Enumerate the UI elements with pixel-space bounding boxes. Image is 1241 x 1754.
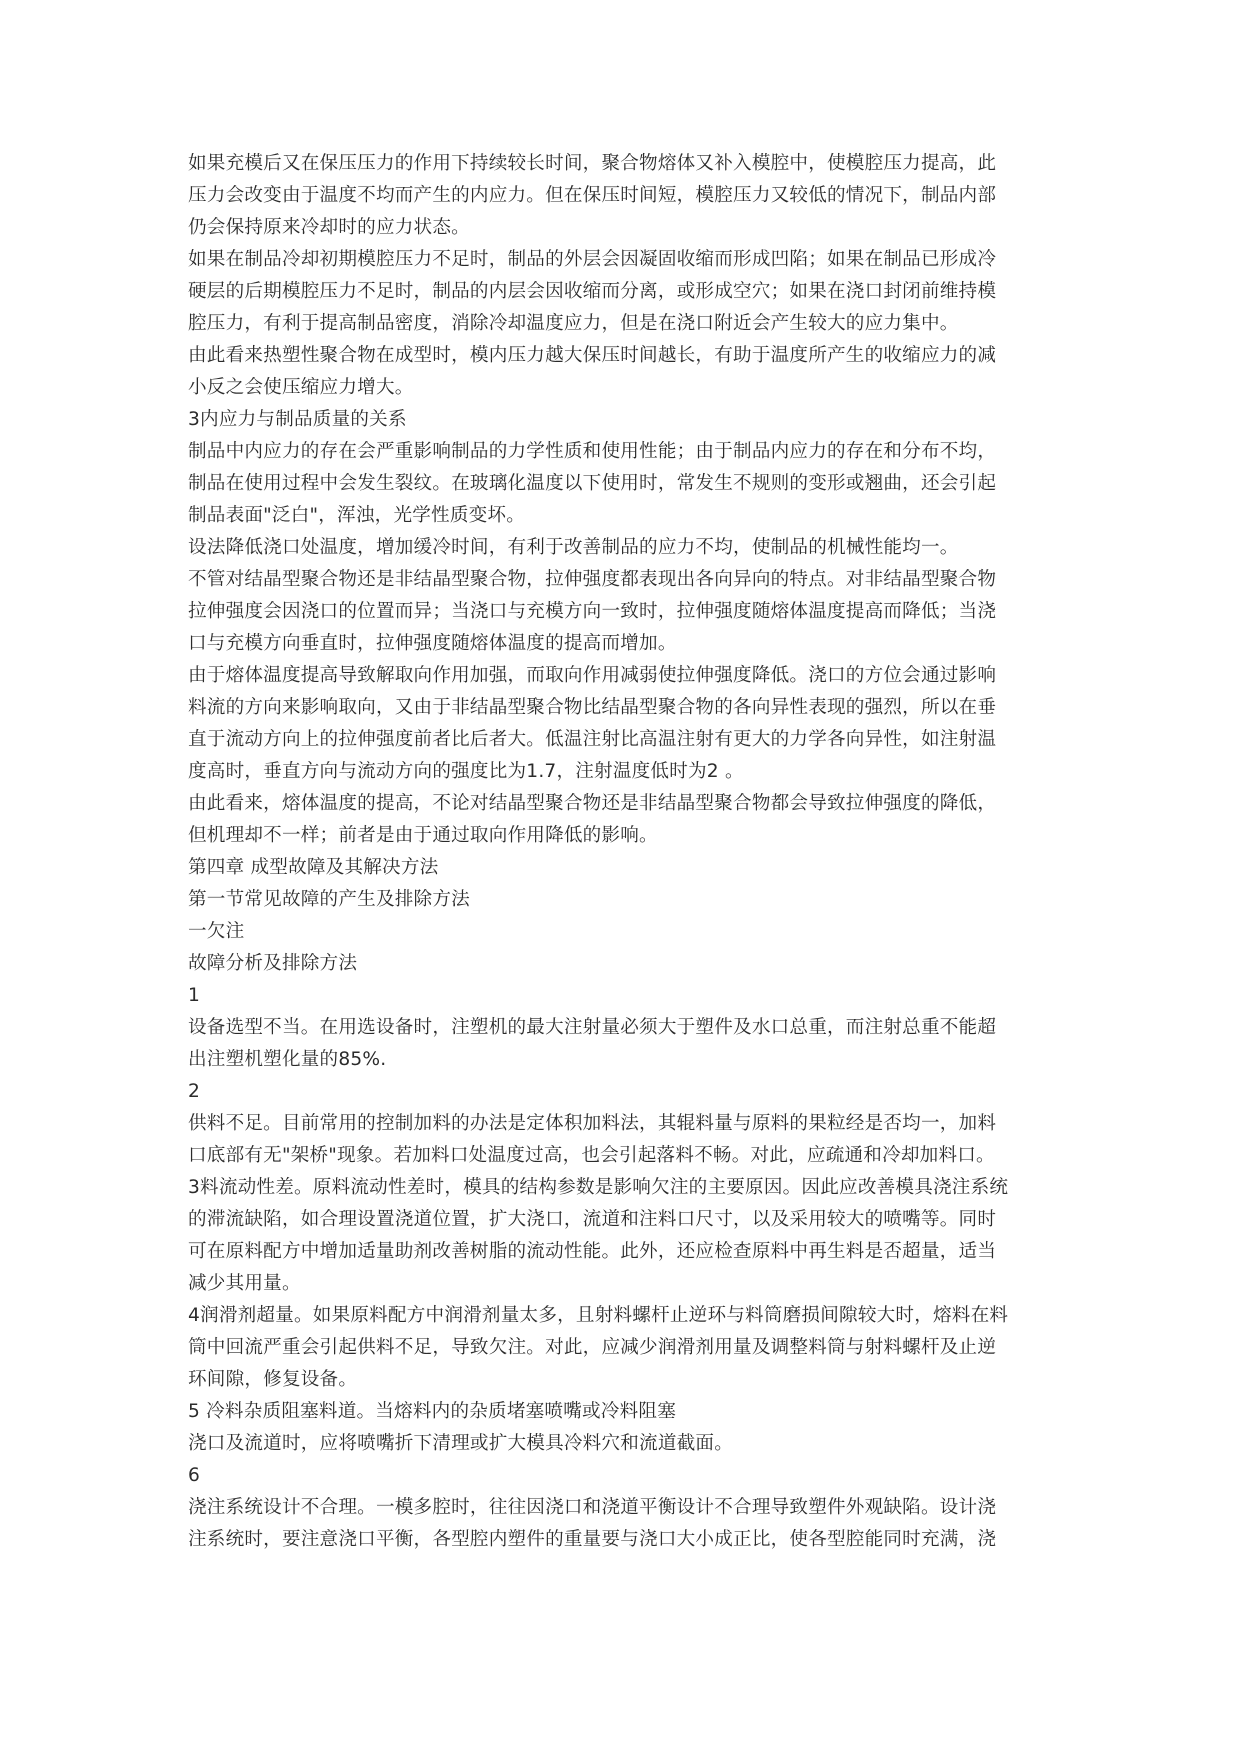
text-line: 如果充模后又在保压压力的作用下持续较长时间，聚合物熔体又补入模腔中，使模腔压力提高，此 (188, 153, 997, 174)
text-line: 如果在制品冷却初期模腔压力不足时，制品的外层会因凝固收缩而形成凹陷；如果在制品已形成冷 (188, 249, 997, 270)
text-line: 硬层的后期模腔压力不足时，制品的内层会因收缩而分离，或形成空穴；如果在浇口封闭前维持模 (188, 281, 997, 302)
text-line: 腔压力，有利于提高制品密度，消除冷却温度应力，但是在浇口附近会产生较大的应力集中。 (188, 313, 959, 334)
text-line: 制品表面"泛白"，浑浊，光学性质变坏。 (188, 505, 525, 526)
text-line: 浇注系统设计不合理。一模多腔时，往往因浇口和浇道平衡设计不合理导致塑件外观缺陷。设计浇 (188, 1497, 997, 1518)
text-line: 第四章 成型故障及其解决方法 (188, 857, 439, 878)
text-line: 制品在使用过程中会发生裂纹。在玻璃化温度以下使用时，常发生不规则的变形或翘曲，还会引起 (188, 473, 997, 494)
text-line: 料流的方向来影响取向，又由于非结晶型聚合物比结晶型聚合物的各向异性表现的强烈，所以在垂 (188, 697, 997, 718)
text-line: 故障分析及排除方法 (188, 953, 358, 974)
text-line: 口与充模方向垂直时，拉伸强度随熔体温度的提高而增加。 (188, 633, 677, 654)
text-line: 减少其用量。 (188, 1273, 301, 1294)
text-line: 可在原料配方中增加适量助剂改善树脂的流动性能。此外，还应检查原料中再生料是否超量，适当 (188, 1241, 997, 1262)
text-line: 1 (188, 985, 201, 1006)
text-line: 2 (188, 1081, 201, 1102)
text-line: 第一节常见故障的产生及排除方法 (188, 889, 470, 910)
text-line: 一欠注 (188, 921, 245, 942)
text-line: 小反之会使压缩应力增大。 (188, 377, 414, 398)
text-line: 的滞流缺陷，如合理设置浇道位置，扩大浇口，流道和注料口尺寸，以及采用较大的喷嘴等。同时 (188, 1209, 997, 1230)
text-line: 压力会改变由于温度不均而产生的内应力。但在保压时间短，模腔压力又较低的情况下，制品内部 (188, 185, 997, 206)
text-line: 环间隙，修复设备。 (188, 1369, 358, 1390)
text-line: 拉伸强度会因浇口的位置而异；当浇口与充模方向一致时，拉伸强度随熔体温度提高而降低；当浇 (188, 601, 997, 622)
text-line: 口底部有无"架桥"现象。若加料口处温度过高，也会引起落料不畅。对此，应疏通和冷却加料口。 (188, 1145, 995, 1166)
text-line: 3料流动性差。原料流动性差时，模具的结构参数是影响欠注的主要原因。因此应改善模具浇注系统 (188, 1177, 1009, 1198)
document-body (188, 148, 1050, 1556)
text-line: 筒中回流严重会引起供料不足，导致欠注。对此，应减少润滑剂用量及调整料筒与射料螺杆及止逆 (188, 1337, 997, 1358)
text-line: 设备选型不当。在用选设备时，注塑机的最大注射量必须大于塑件及水口总重，而注射总重不能超 (188, 1017, 997, 1038)
text-line: 设法降低浇口处温度，增加缓冷时间，有利于改善制品的应力不均，使制品的机械性能均一。 (188, 537, 959, 558)
text-line: 4润滑剂超量。如果原料配方中润滑剂量太多，且射料螺杆止逆环与料筒磨损间隙较大时，熔料在料 (188, 1305, 1009, 1326)
text-line: 仍会保持原来冷却时的应力状态。 (188, 217, 470, 238)
text-line: 出注塑机塑化量的85%. (188, 1049, 387, 1070)
text-line: 5 冷料杂质阻塞料道。当熔料内的杂质堵塞喷嘴或冷料阻塞 (188, 1401, 676, 1422)
text-line: 6 (188, 1465, 201, 1486)
text-line: 注系统时，要注意浇口平衡，各型腔内塑件的重量要与浇口大小成正比，使各型腔能同时充满，浇 (188, 1529, 997, 1550)
text-line: 由于熔体温度提高导致解取向作用加强，而取向作用减弱使拉伸强度降低。浇口的方位会通过影响 (188, 665, 997, 686)
text-line: 浇口及流道时，应将喷嘴折下清理或扩大模具冷料穴和流道截面。 (188, 1433, 734, 1454)
text-line: 度高时，垂直方向与流动方向的强度比为1.7，注射温度低时为2 。 (188, 761, 744, 782)
text-line: 由此看来，熔体温度的提高，不论对结晶型聚合物还是非结晶型聚合物都会导致拉伸强度的降低， (188, 793, 997, 814)
text-line: 直于流动方向上的拉伸强度前者比后者大。低温注射比高温注射有更大的力学各向异性，如注射温 (188, 729, 997, 750)
text-line: 不管对结晶型聚合物还是非结晶型聚合物，拉伸强度都表现出各向异向的特点。对非结晶型聚合物 (188, 569, 997, 590)
text-line: 3内应力与制品质量的关系 (188, 409, 407, 430)
text-line: 供料不足。目前常用的控制加料的办法是定体积加料法，其辊料量与原料的果粒经是否均一，加料 (188, 1113, 997, 1134)
text-line: 制品中内应力的存在会严重影响制品的力学性质和使用性能；由于制品内应力的存在和分布不均， (188, 441, 997, 462)
text-line: 但机理却不一样；前者是由于通过取向作用降低的影响。 (188, 825, 658, 846)
text-line: 由此看来热塑性聚合物在成型时，模内压力越大保压时间越长，有助于温度所产生的收缩应力的减 (188, 345, 997, 366)
